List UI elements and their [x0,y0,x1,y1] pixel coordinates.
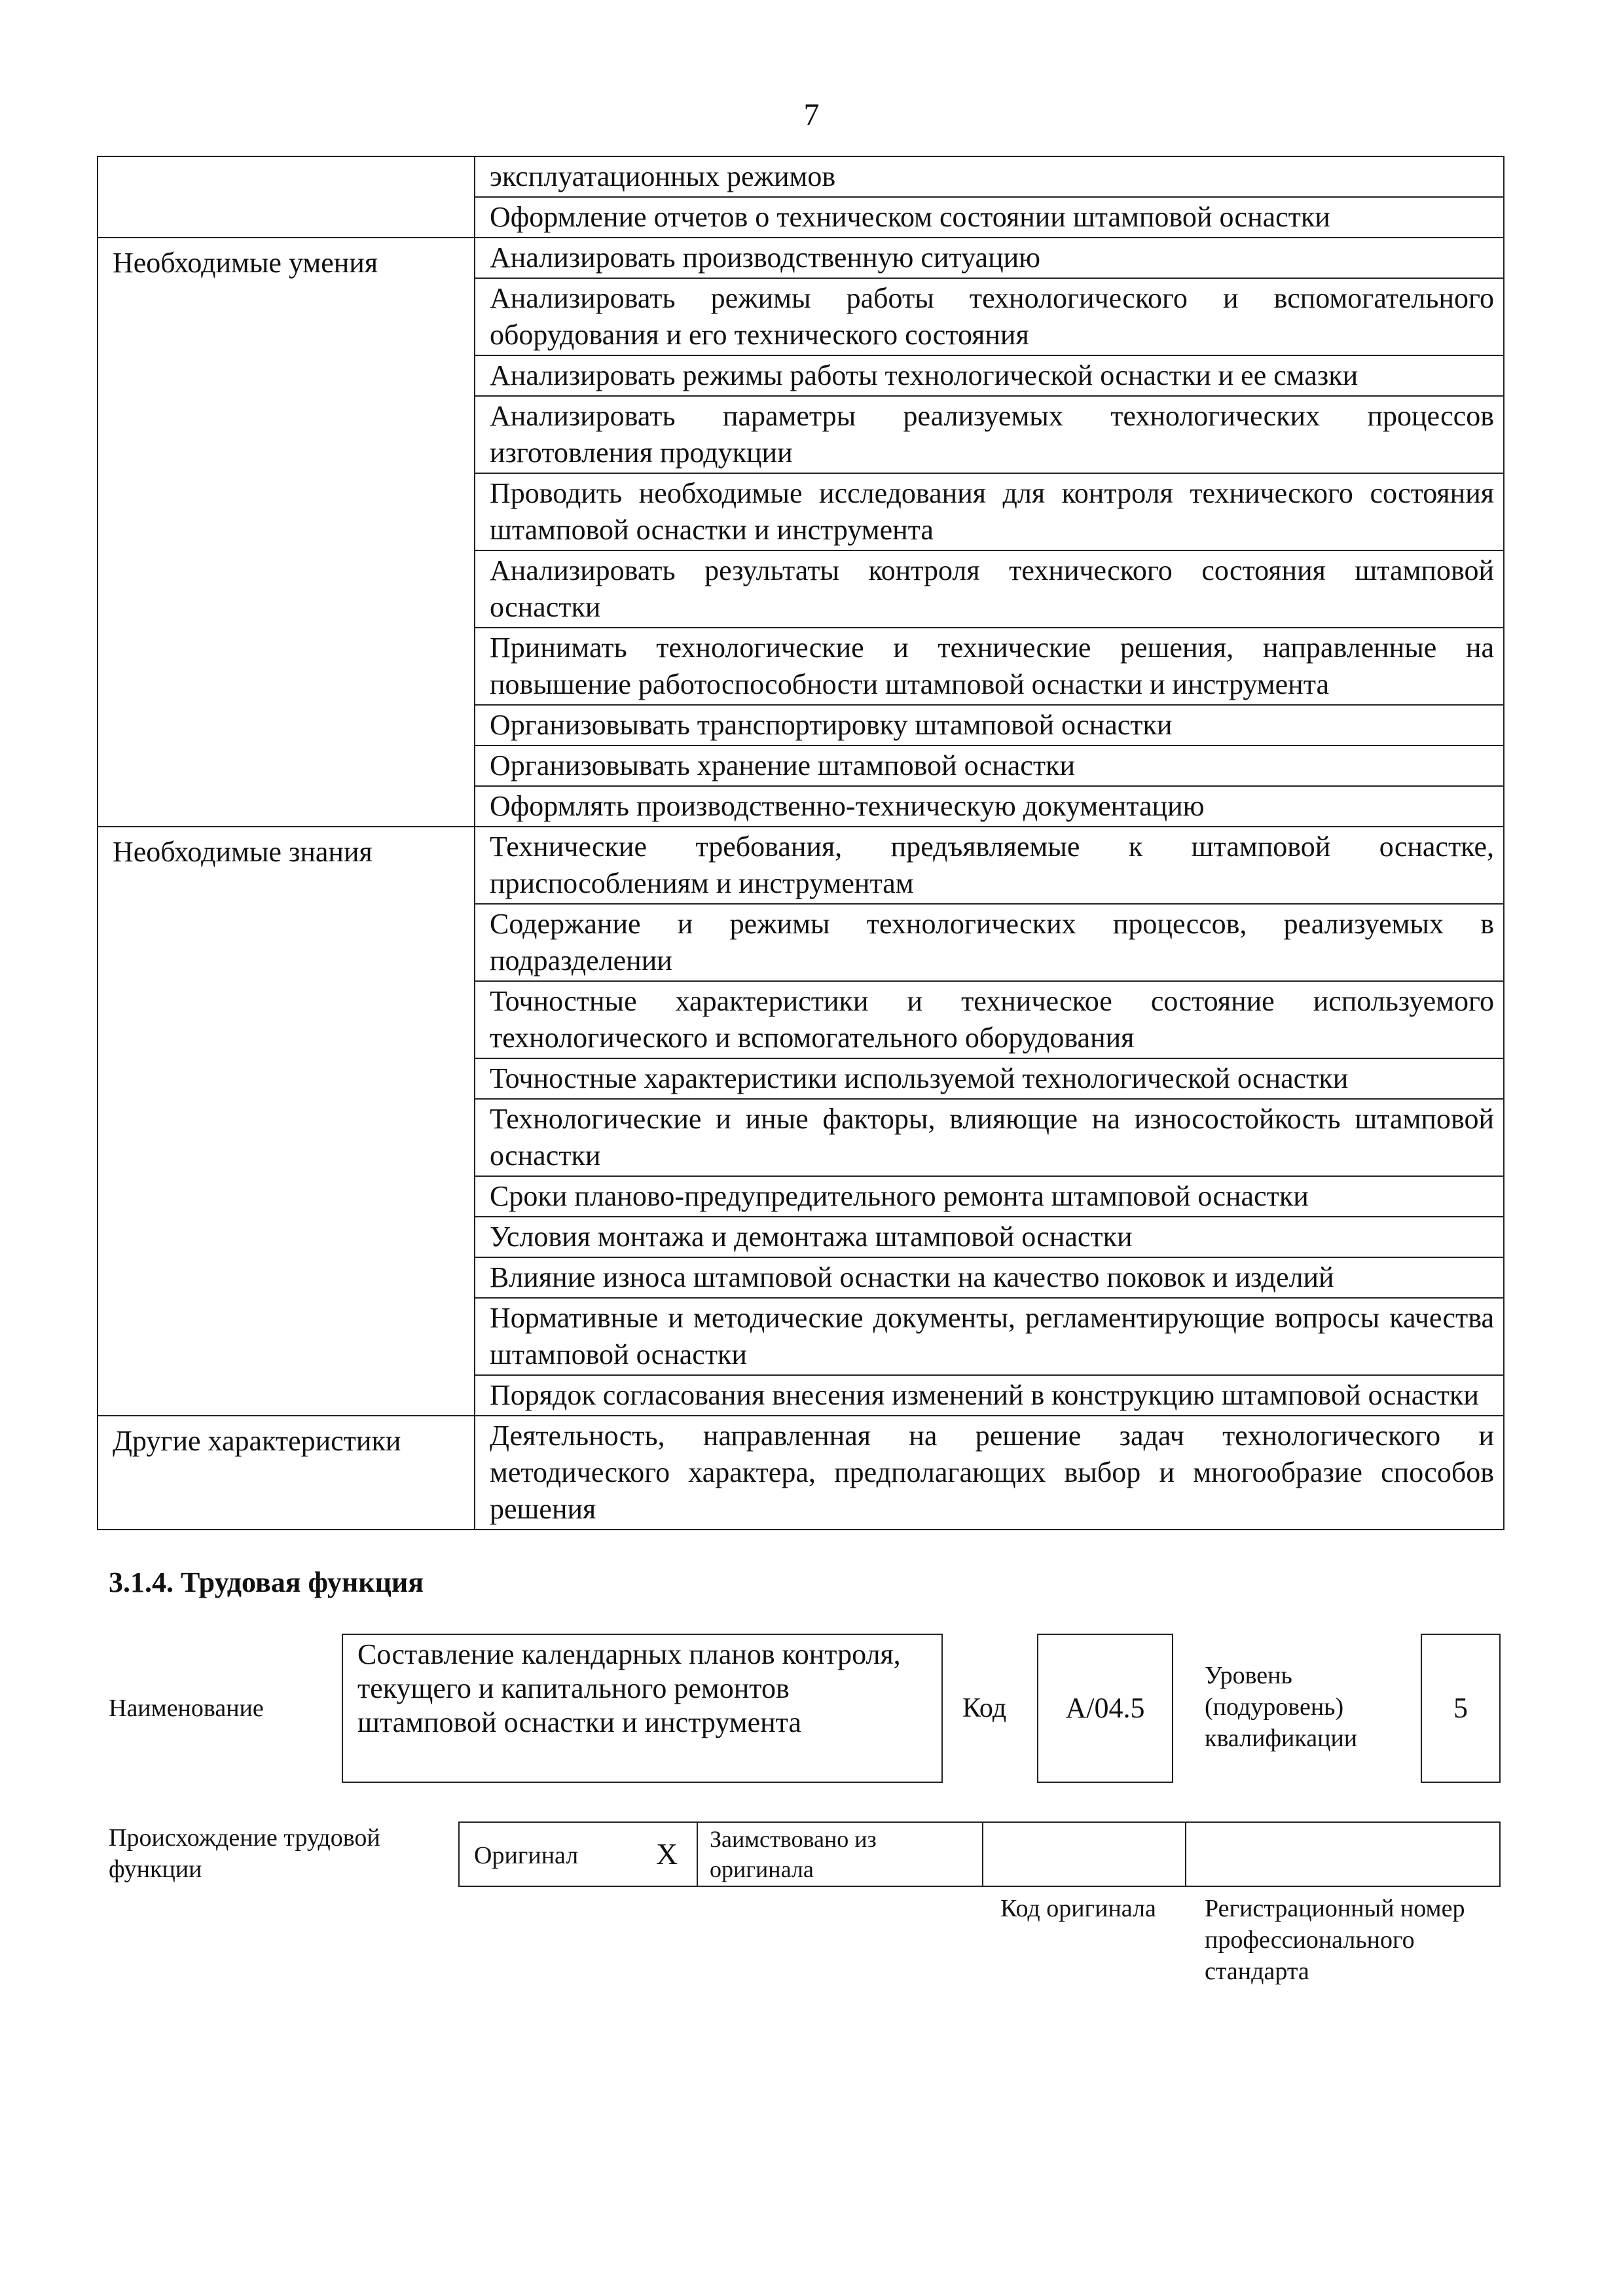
table-row [98,238,1504,278]
row-item: Оформление отчетов о техническом состоянии штамповой оснастки [475,197,1504,238]
level-label: Уровень (подуровень) квалификации [1205,1662,1358,1752]
table-row [98,156,1504,197]
row-item: Точностные характеристики используемой технологической оснастки [475,1058,1504,1099]
row-group-label: Необходимые умения [98,238,475,827]
row-item: эксплуатационных режимов [475,156,1504,197]
row-item: Влияние износа штамповой оснастки на качество поковок и изделий [475,1257,1504,1298]
row-item: Проводить необходимые исследования для контроля технического состояния штамповой оснастки и инструмента [475,473,1504,550]
row-item: Технологические и иные факторы, влияющие на износостойкость штамповой оснастки [475,1099,1504,1176]
row-item: Условия монтажа и демонтажа штамповой оснастки [475,1217,1504,1257]
row-item: Сроки планово-предупредительного ремонта штамповой оснастки [475,1176,1504,1217]
row-item: Технические требования, предъявляемые к штамповой оснастке, приспособлениям и инструментам [475,827,1504,904]
origin-reg-cell [1186,1823,1499,1886]
level-value: 5 [1453,1692,1468,1724]
borrowed-label: Заимствовано из оригинала [710,1826,877,1882]
row-item: Организовывать транспортировку штамповой оснастки [475,705,1504,745]
row-item: Порядок согласования внесения изменений в конструкцию штамповой оснастки [475,1375,1504,1416]
row-item: Анализировать производственную ситуацию [475,238,1504,278]
row-item: Анализировать параметры реализуемых технологических процессов изготовления продукции [475,396,1504,473]
reg-number-caption: Регистрационный номер профессионального стандарта [1205,1895,1465,1985]
row-item: Организовывать хранение штамповой оснастки [475,745,1504,786]
code-value: А/04.5 [1065,1692,1145,1724]
origin-table [458,1821,1501,1887]
original-label: Оригинал [474,1842,579,1869]
code-label: Код [962,1693,1007,1723]
page-number: 7 [803,98,820,132]
origin-code-cell [983,1823,1186,1886]
table-row [98,1416,1504,1530]
original-mark: X [656,1837,678,1871]
row-item: Анализировать режимы работы технологической оснастки и ее смазки [475,355,1504,396]
competency-table [97,156,1504,1530]
origin-original-cell [460,1823,698,1886]
function-name-box [342,1634,943,1783]
origin-borrowed-cell [698,1823,983,1886]
row-group-label: Другие характеристики [98,1416,475,1530]
code-original-caption: Код оригинала [1000,1895,1156,1922]
section-title: 3.1.4. Трудовая функция [109,1566,424,1598]
row-item: Анализировать режимы работы технологического и вспомогательного оборудования и его технического состояния [475,278,1504,355]
row-item: Анализировать результаты контроля технического состояния штамповой оснастки [475,550,1504,628]
code-box [1037,1634,1173,1783]
row-item: Нормативные и методические документы, регламентирующие вопросы качества штамповой оснастки [475,1298,1504,1375]
name-label: Наименование [109,1695,264,1722]
origin-label: Происхождение трудовой функции [109,1824,380,1883]
row-item: Содержание и режимы технологических процессов, реализуемых в подразделении [475,904,1504,981]
row-group-label [98,156,475,238]
function-name-value: Составление календарных планов контроля, текущего и капитального ремонтов штамповой оснастки и инструмента [357,1638,901,1738]
row-group-label: Необходимые знания [98,827,475,1416]
row-item: Деятельность, направленная на решение задач технологического и методического характера, предполагающих выбор и многообразие способов решения [475,1416,1504,1530]
level-box [1421,1634,1501,1783]
table-row [98,827,1504,904]
row-item: Оформлять производственно-техническую документацию [475,786,1504,827]
row-item: Принимать технологические и технические решения, направленные на повышение работоспособности штамповой оснастки и инструмента [475,628,1504,705]
row-item: Точностные характеристики и техническое состояние используемого технологического и вспомогательного оборудования [475,981,1504,1058]
